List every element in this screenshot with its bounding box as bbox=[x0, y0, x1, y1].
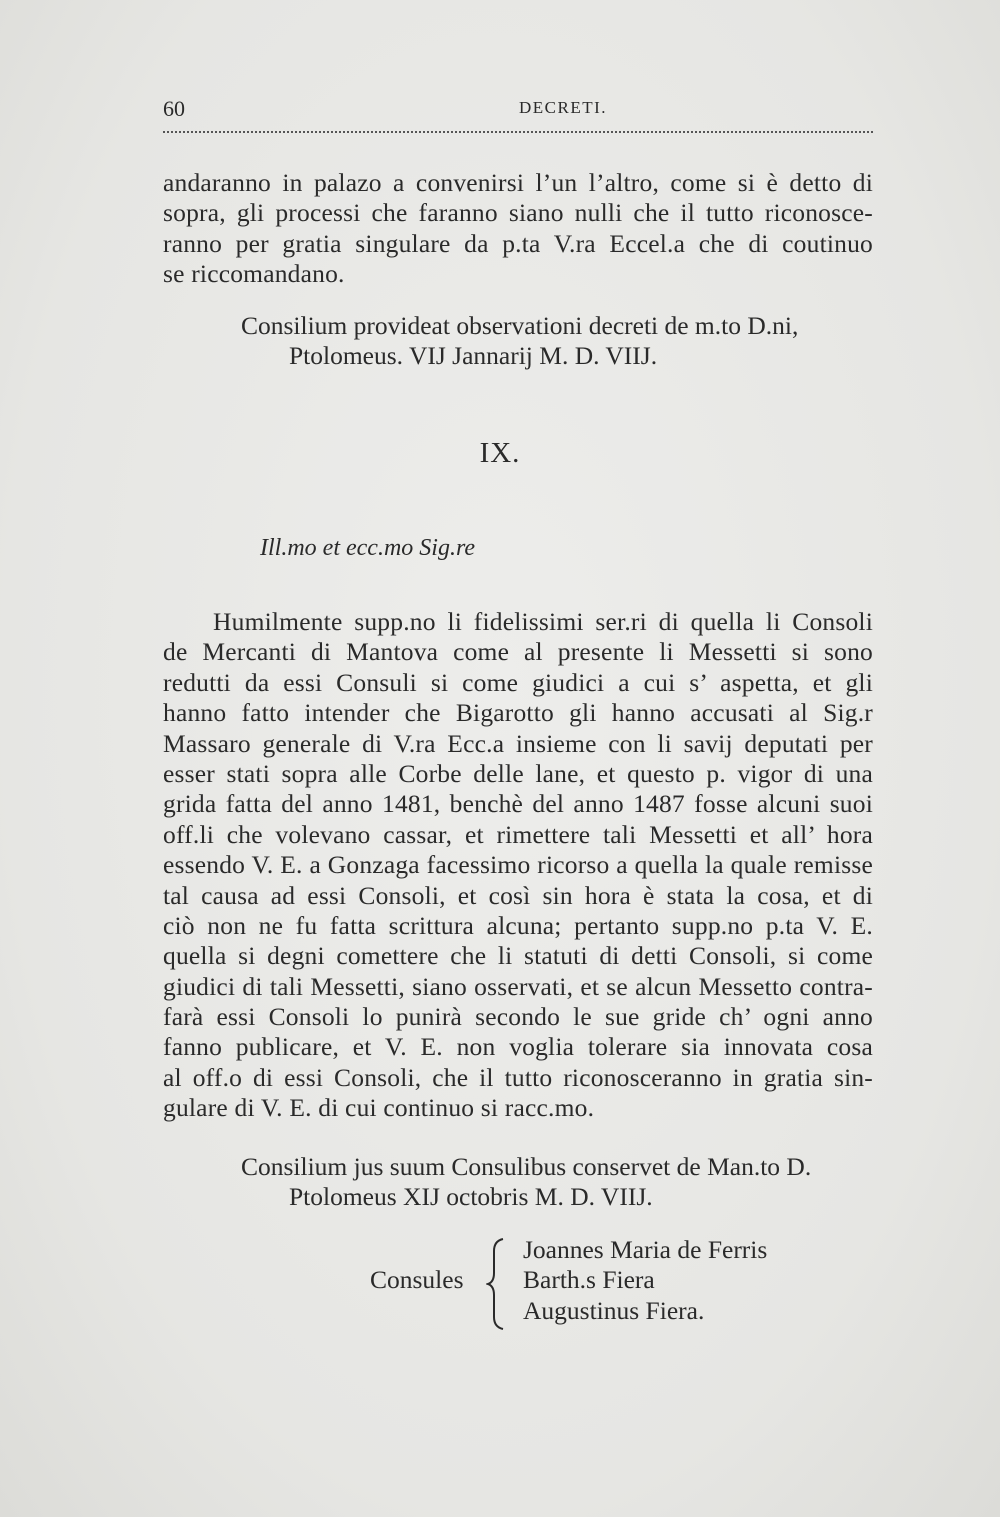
paragraph-2-line: gulare di V. E. di cui continuo si racc.mo. bbox=[163, 1093, 595, 1123]
paragraph-1 bbox=[163, 168, 873, 290]
paragraph-2-line: hanno fatto intender che Bigarotto gli hanno accusati al Sig.r bbox=[163, 698, 873, 728]
signatory-name: Barth.s Fiera bbox=[523, 1265, 655, 1295]
paragraph-2-line: esser stati sopra alle Corbe delle lane, et questo p. vigor di una bbox=[163, 758, 873, 788]
paragraph-1-line: se riccomandano. bbox=[163, 259, 345, 289]
paragraph-1-line: andaranno in palazo a convenirsi l’un l’altro, come si è detto di bbox=[163, 168, 873, 197]
page-header bbox=[163, 96, 873, 136]
signatory-name: Augustinus Fiera. bbox=[523, 1295, 705, 1325]
paragraph-2-line: al off.o di essi Consoli, che il tutto riconosceranno in gratia sin- bbox=[163, 1062, 873, 1092]
rescript-1-line-1: Consilium provideat observationi decreti de m.to D.ni, bbox=[241, 311, 799, 340]
paragraph-2-line: giudici di tali Messetti, siano osservati, et se alcun Messetto contra- bbox=[163, 971, 873, 1001]
paragraph-2-line: farà essi Consoli lo punirà secondo le sue gride ch’ ogni anno bbox=[163, 1002, 873, 1032]
signatory-name: Joannes Maria de Ferris bbox=[523, 1235, 768, 1264]
curly-brace-icon bbox=[486, 1237, 508, 1331]
paragraph-1-line: ranno per gratia singulare da p.ta V.ra Eccel.a che di coutinuo bbox=[163, 228, 873, 258]
paragraph-2-line: tal causa ad essi Consoli, et così sin hora è stata la cosa, et di bbox=[163, 880, 873, 910]
signatories-label: Consules bbox=[370, 1265, 464, 1294]
paragraph-2 bbox=[163, 607, 873, 1124]
paragraph-2-line: fanno publicare, et V. E. non voglia tolerare sia innovata cosa bbox=[163, 1032, 873, 1062]
rescript-2-line-1: Consilium jus suum Consulibus conservet de Man.to D. bbox=[241, 1152, 812, 1181]
paragraph-1-line: sopra, gli processi che faranno siano nulli che il tutto riconosce- bbox=[163, 198, 873, 228]
paragraph-2-line: Massaro generale di V.ra Ecc.a insieme con li savij deputati per bbox=[163, 728, 873, 758]
paragraph-2-line: grida fatta del anno 1481, benchè del anno 1487 fosse alcuni suoi bbox=[163, 789, 873, 819]
paragraph-2-line: ciò non ne fu fatta scrittura alcuna; pertanto supp.no p.ta V. E. bbox=[163, 910, 873, 940]
header-dotted-rule bbox=[163, 131, 873, 133]
signatories-names bbox=[523, 1235, 767, 1326]
salutation: Ill.mo et ecc.mo Sig.re bbox=[260, 535, 476, 561]
rescript-2-line-2: Ptolomeus XIJ octobris M. D. VIIJ. bbox=[289, 1182, 653, 1211]
paragraph-2-line: essendo V. E. a Gonzaga facessimo ricorso a quella la quale remisse bbox=[163, 850, 873, 880]
signatories-block bbox=[370, 1235, 870, 1335]
running-title: DECRETI. bbox=[518, 98, 608, 117]
section-numeral: IX. bbox=[479, 437, 521, 469]
paragraph-2-line: Humilmente supp.no li fidelissimi ser.ri di quella li Consoli bbox=[213, 607, 873, 636]
page-number: 60 bbox=[163, 96, 185, 121]
paragraph-2-line: de Mercanti di Mantova come al presente li Messetti si sono bbox=[163, 637, 873, 667]
paragraph-2-line: off.li che volevano cassar, et rimettere tali Messetti et all’ hora bbox=[163, 819, 873, 849]
rescript-1-line-2: Ptolomeus. VIJ Jannarij M. D. VIIJ. bbox=[289, 341, 658, 370]
paragraph-2-line: redutti da essi Consuli si come giudici a cui s’ aspetta, et gli bbox=[163, 667, 873, 697]
paragraph-2-line: quella si degni comettere che li statuti di detti Consoli, si come bbox=[163, 941, 873, 971]
